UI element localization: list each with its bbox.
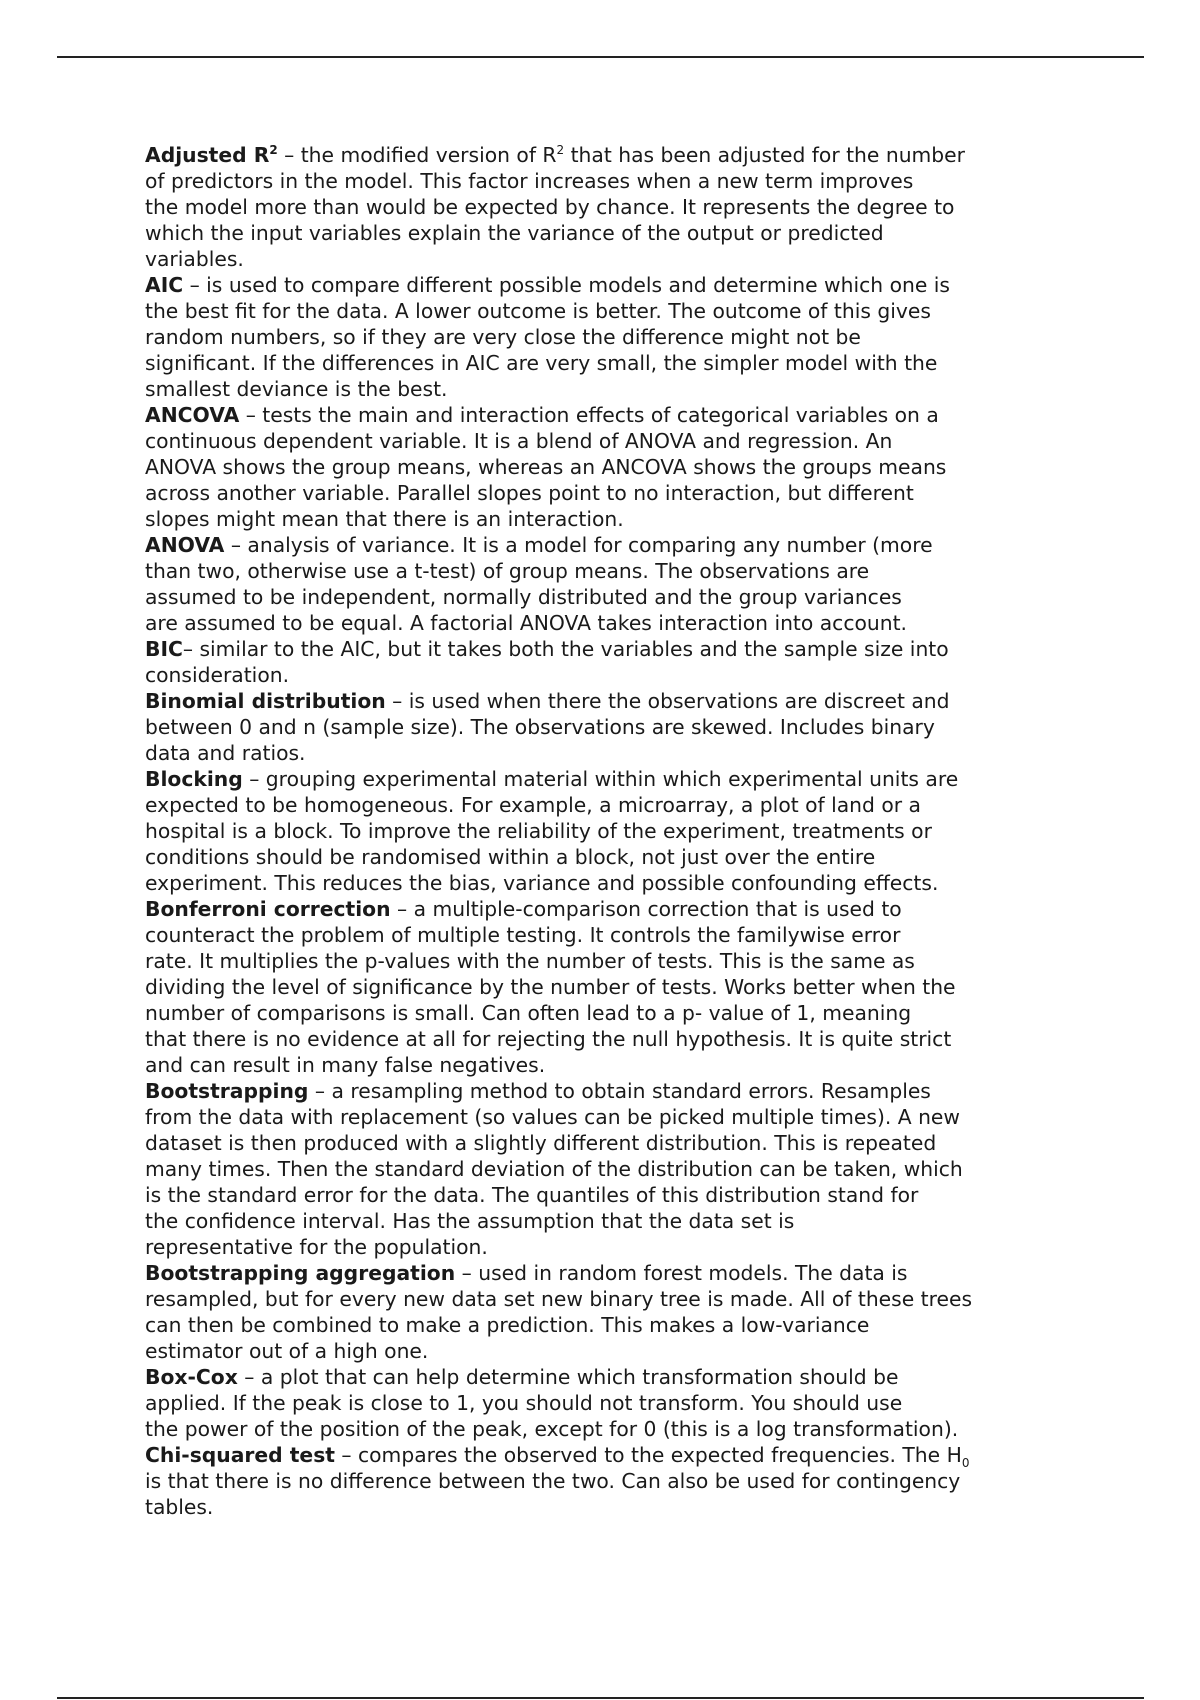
glossary-entry-blocking xyxy=(145,766,1065,896)
glossary-definition: – the modified version of $R^2$ that has been adjusted for the number of predictors in the model. This factor increases when a new term improves the model more than would be expected by chance. It represents the degree to which the input variables explain the variance of the output or predicted variables. xyxy=(145,143,965,271)
glossary-term: Bootstrapping aggregation xyxy=(145,1261,456,1285)
glossary-entry-aic xyxy=(145,272,1065,402)
glossary-term: ANCOVA xyxy=(145,403,240,427)
glossary-definition: – tests the main and interaction effects of categorical variables on a continuous dependent variable. It is a blend of ANOVA and regression. An ANOVA shows the group means, whereas an ANCOVA shows the groups means across another variable. Parallel slopes point to no interaction, but different slopes might mean that there is an interaction. xyxy=(145,403,947,531)
glossary-definition: – analysis of variance. It is a model for comparing any number (more than two, otherwise use a t-test) of group means. The observations are assumed to be independent, normally distributed and the group variances are assumed to be equal. A factorial ANOVA takes interaction into account. xyxy=(145,533,933,635)
glossary-definition: – a plot that can help determine which transformation should be applied. If the peak is close to 1, you should not transform. You should use the power of the position of the peak, except for 0 (this is a log transformation). xyxy=(145,1365,959,1441)
glossary-term: Bootstrapping xyxy=(145,1079,309,1103)
glossary-entry-box-cox xyxy=(145,1364,1065,1442)
glossary-term: Binomial distribution xyxy=(145,689,386,713)
glossary-definition: – a resampling method to obtain standard errors. Resamples from the data with replacement (so values can be picked multiple times). A new dataset is then produced with a slightly different distribution. This is repeated many times. Then the standard deviation of the distribution can be taken, which is the standard error for the data. The quantiles of this distribution stand for the confidence interval. Has the assumption that the data set is representative for the population. xyxy=(145,1079,963,1259)
glossary-definition: – a multiple-comparison correction that is used to counteract the problem of multiple testing. It controls the familywise error rate. It multiplies the p-values with the number of tests. This is the same as dividing the level of significance by the number of tests. Works better when the number of comparisons is small. Can often lead to a p- value of 1, meaning that there is no evidence at all for rejecting the null hypothesis. It is quite strict and can result in many false negatives. xyxy=(145,897,956,1077)
glossary-content xyxy=(145,142,1065,1520)
glossary-term: Bonferroni correction xyxy=(145,897,391,921)
glossary-definition: – compares the observed to the expected frequencies. The $H_0$ is that there is no difference between the two. Can also be used for contingency tables. xyxy=(145,1443,970,1519)
glossary-definition: – grouping experimental material within which experimental units are expected to be homogeneous. For example, a microarray, a plot of land or a hospital is a block. To improve the reliability of the experiment, treatments or conditions should be randomised within a block, not just over the entire experiment. This reduces the bias, variance and possible confounding effects. xyxy=(145,767,959,895)
glossary-term: Adjusted $R^2$ xyxy=(145,143,278,167)
glossary-definition: – is used when there the observations are discreet and between 0 and n (sample size). The observations are skewed. Includes binary data and ratios. xyxy=(145,689,950,765)
glossary-entry-bonferroni-correction xyxy=(145,896,1065,1078)
glossary-entry-adjusted-r2 xyxy=(145,142,1065,272)
glossary-term: ANOVA xyxy=(145,533,225,557)
glossary-entry-chi-squared-test xyxy=(145,1442,1065,1520)
glossary-entry-binomial-distribution xyxy=(145,688,1065,766)
header-rule xyxy=(57,56,1144,58)
footer-rule xyxy=(57,1697,1144,1699)
glossary-entry-ancova xyxy=(145,402,1065,532)
glossary-entry-anova xyxy=(145,532,1065,636)
glossary-term: AIC xyxy=(145,273,184,297)
glossary-definition: – is used to compare different possible models and determine which one is the best fit for the data. A lower outcome is better. The outcome of this gives random numbers, so if they are very close the difference might not be significant. If the differences in AIC are very small, the simpler model with the smallest deviance is the best. xyxy=(145,273,950,401)
glossary-term: BIC xyxy=(145,637,183,661)
glossary-term: Blocking xyxy=(145,767,243,791)
glossary-definition: – similar to the AIC, but it takes both the variables and the sample size into consideration. xyxy=(145,637,949,687)
glossary-entry-bic xyxy=(145,636,1065,688)
glossary-entry-bootstrapping-aggregation xyxy=(145,1260,1065,1364)
glossary-definition: – used in random forest models. The data is resampled, but for every new data set new binary tree is made. All of these trees can then be combined to make a prediction. This makes a low-variance estimator out of a high one. xyxy=(145,1261,973,1363)
glossary-term: Box-Cox xyxy=(145,1365,238,1389)
glossary-entry-bootstrapping xyxy=(145,1078,1065,1260)
glossary-term: Chi-squared test xyxy=(145,1443,335,1467)
